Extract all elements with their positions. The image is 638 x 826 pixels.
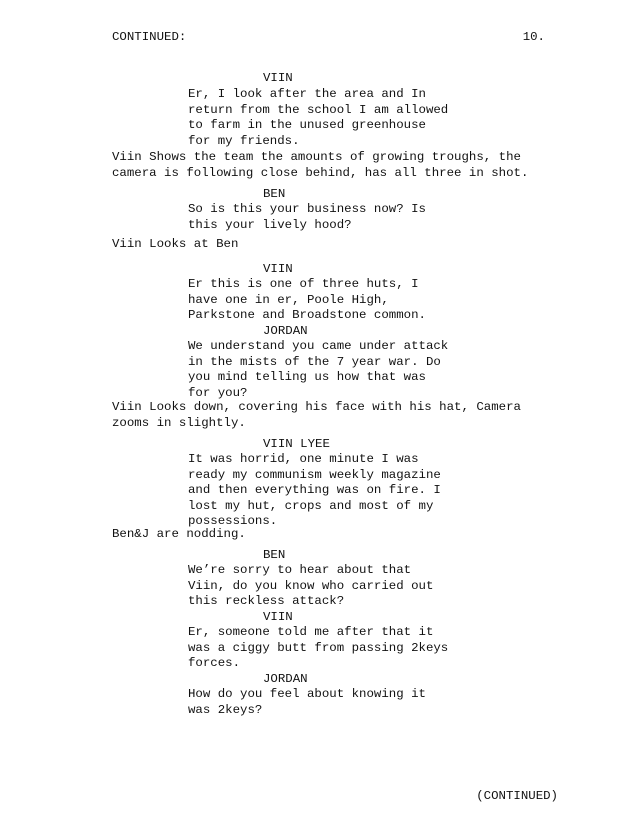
dialogue: How do you feel about knowing it was 2keys? bbox=[188, 687, 426, 717]
dialogue: So is this your business now? Is this your lively hood? bbox=[188, 202, 426, 232]
character-name: JORDAN bbox=[263, 324, 308, 338]
dialogue: It was horrid, one minute I was ready my communism weekly magazine and then everything was on fire. I lost my hut, crops and most of my possessions. bbox=[188, 452, 441, 528]
continued-header: CONTINUED: bbox=[112, 30, 187, 44]
character-name: VIIN bbox=[263, 610, 293, 624]
action-line: Viin Looks down, covering his face with his hat, Camera zooms in slightly. bbox=[112, 400, 521, 430]
character-name: BEN bbox=[263, 548, 286, 562]
character-name: JORDAN bbox=[263, 672, 308, 686]
page-number: 10. bbox=[522, 30, 545, 44]
character-name: VIIN bbox=[263, 71, 293, 85]
dialogue: Er this is one of three huts, I have one in er, Poole High, Parkstone and Broadstone common. bbox=[188, 277, 426, 322]
character-name: BEN bbox=[263, 187, 286, 201]
continued-footer: (CONTINUED) bbox=[476, 789, 558, 803]
character-name: VIIN LYEE bbox=[263, 437, 330, 451]
action-line: Viin Shows the team the amounts of growing troughs, the camera is following close behind, has all three in shot. bbox=[112, 150, 529, 180]
dialogue: Er, I look after the area and In return from the school I am allowed to farm in the unused greenhouse for my friends. bbox=[188, 87, 449, 148]
dialogue: Er, someone told me after that it was a ciggy butt from passing 2keys forces. bbox=[188, 625, 449, 670]
action-line: Ben&J are nodding. bbox=[112, 527, 246, 541]
dialogue: We understand you came under attack in the mists of the 7 year war. Do you mind telling us how that was for you? bbox=[188, 339, 449, 400]
dialogue: We’re sorry to hear about that Viin, do you know who carried out this reckless attack? bbox=[188, 563, 434, 608]
action-line: Viin Looks at Ben bbox=[112, 237, 239, 251]
character-name: VIIN bbox=[263, 262, 293, 276]
